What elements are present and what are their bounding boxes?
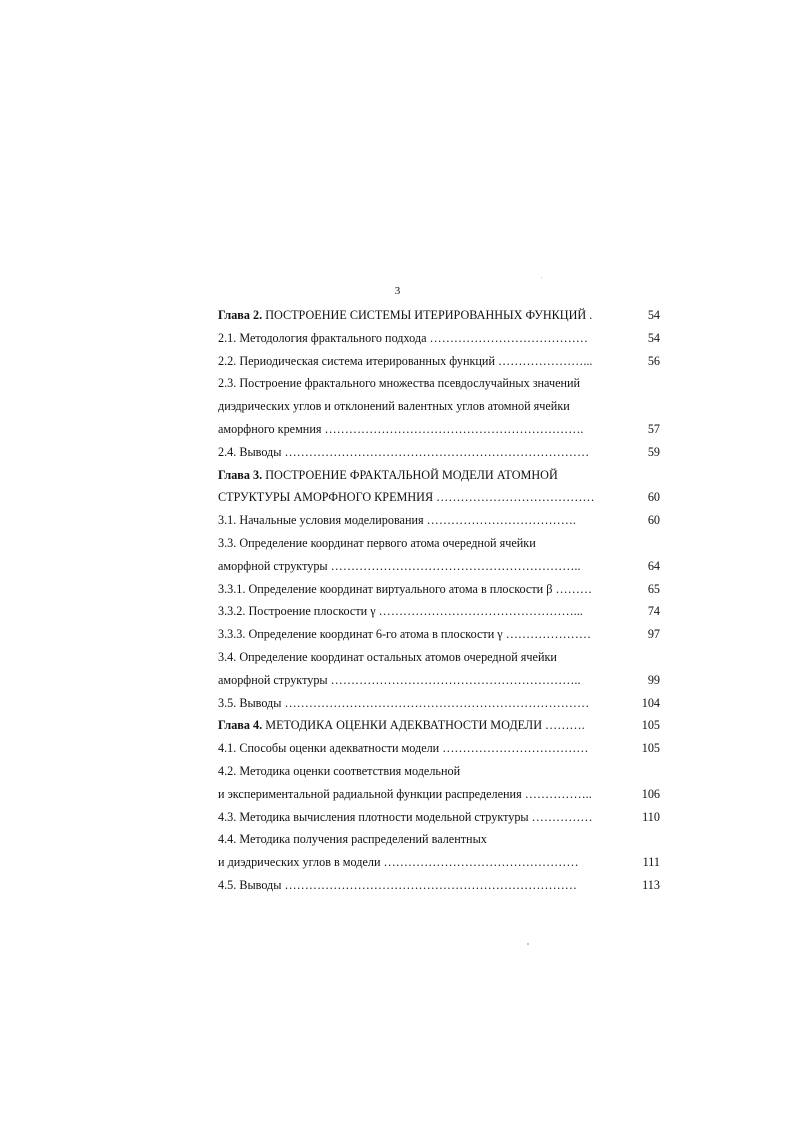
toc-entry-text: [218, 372, 580, 395]
toc-entry-title: 4.2. Методика оценки соответствия модельной: [218, 763, 461, 778]
toc-entry-title: аморфной структуры ……………………………………………………..: [218, 558, 581, 573]
toc-entry-title: 4.5. Выводы ………………………………………………………………: [218, 877, 577, 892]
toc-entry-title: 3.3. Определение координат первого атома очередной ячейки: [218, 535, 536, 550]
toc-entry-title: 3.4. Определение координат остальных атомов очередной ячейки: [218, 649, 557, 664]
toc-page-number: 57: [647, 421, 660, 436]
toc-page-number: 110: [642, 809, 660, 824]
toc-line: [218, 828, 663, 851]
toc-entry-text: [218, 327, 588, 350]
scan-speck: [541, 277, 542, 278]
toc-entry-text: [218, 600, 583, 623]
toc-entry-text: [218, 714, 585, 737]
toc-entry-text: [218, 486, 595, 509]
toc-entry-title: 4.1. Способы оценки адекватности модели ………………………………: [218, 741, 589, 756]
toc-line: [218, 669, 663, 692]
toc-entry-title: 2.2. Периодическая система итерированных функций …………………...: [218, 353, 593, 368]
toc-line: [218, 372, 663, 395]
toc-line: [218, 395, 663, 418]
toc-page-number: 105: [641, 718, 660, 733]
toc-line: [218, 578, 663, 601]
toc-entry-title: МЕТОДИКА ОЦЕНКИ АДЕКВАТНОСТИ МОДЕЛИ ……….: [262, 718, 585, 733]
toc-entry-title: 4.4. Методика получения распределений валентных: [218, 832, 487, 847]
toc-entry-title: аморфного кремния ……………………………………………………….: [218, 421, 584, 436]
toc-entry-text: [218, 692, 589, 715]
toc-entry-text: [218, 828, 487, 851]
toc-page-number: 111: [642, 855, 660, 870]
toc-page-number: 65: [647, 581, 660, 596]
toc-entry-text: [218, 646, 557, 669]
toc-line: [218, 555, 663, 578]
toc-entry-text: [218, 441, 589, 464]
toc-entry-text: [218, 851, 579, 874]
toc-entry-title: 3.1. Начальные условия моделирования ……………………………….: [218, 513, 576, 528]
toc-line: [218, 646, 663, 669]
toc-line: [218, 532, 663, 555]
toc-entry-title: 2.1. Методология фрактального подхода …………………………………: [218, 330, 588, 345]
toc-entry-text: [218, 464, 558, 487]
toc-entry-text: [218, 509, 576, 532]
toc-page-number: 97: [647, 627, 660, 642]
toc-entry-title: 3.5. Выводы …………………………………………………………………: [218, 695, 590, 710]
toc-entry-title: аморфной структуры ……………………………………………………..: [218, 672, 581, 687]
toc-entry-text: [218, 806, 593, 829]
toc-entry-text: [218, 760, 460, 783]
chapter-label: Глава 3.: [218, 467, 263, 482]
toc-entry-text: [218, 395, 570, 418]
chapter-label: Глава 2.: [218, 308, 263, 322]
toc-entry-title: 3.3.3. Определение координат 6-го атома в плоскости γ …………………: [218, 627, 592, 642]
toc-entry-title: 3.3.2. Построение плоскости γ …………………………………………...: [218, 604, 583, 619]
toc-page-number: 99: [647, 672, 660, 687]
toc-line: [218, 509, 663, 532]
toc-line: [218, 851, 663, 874]
toc-page-number: 113: [642, 877, 660, 892]
toc-line: [218, 600, 663, 623]
toc-entry-title: ПОСТРОЕНИЕ СИСТЕМЫ ИТЕРИРОВАННЫХ ФУНКЦИЙ .: [262, 308, 593, 322]
toc-entry-title: 2.4. Выводы …………………………………………………………………: [218, 444, 590, 459]
toc-entry-text: [218, 578, 592, 601]
toc-chapter-line: [218, 464, 663, 487]
toc-page-number: 56: [647, 353, 660, 368]
toc-entry-text: [218, 669, 581, 692]
toc-page-number: 60: [647, 490, 660, 505]
toc-page-number: 59: [647, 444, 660, 459]
toc-entry-title: 4.3. Методика вычисления плотности модельной структуры ……………: [218, 809, 593, 824]
toc-line: [218, 486, 663, 509]
toc-line: [218, 783, 663, 806]
toc-chapter-line: [218, 714, 663, 737]
toc-entry-text: [218, 350, 592, 373]
toc-entry-text: [218, 874, 577, 897]
toc-entry-text: [218, 623, 591, 646]
toc-entry-text: [218, 532, 536, 555]
toc-page-number: 54: [647, 308, 660, 322]
toc-page-number: 104: [641, 695, 660, 710]
toc-entry-title: диэдрических углов и отклонений валентных углов атомной ячейки: [218, 399, 570, 414]
toc-line: [218, 327, 663, 350]
toc-entry-text: [218, 737, 589, 760]
toc-line: [218, 441, 663, 464]
toc-chapter-line: [218, 304, 663, 327]
toc-page-number: 74: [647, 604, 660, 619]
toc-entry-title: и экспериментальной радиальной функции распределения ……………..: [218, 786, 592, 801]
scan-speck: [527, 943, 529, 945]
toc-entry-text: [218, 304, 592, 327]
toc-entry-title: 2.3. Построение фрактального множества псевдослучайных значений: [218, 376, 581, 391]
toc-page-number: 64: [647, 558, 660, 573]
toc-entry-title: СТРУКТУРЫ АМОРФНОГО КРЕМНИЯ …………………………………: [218, 490, 595, 505]
toc-entry-text: [218, 555, 581, 578]
toc-line: [218, 806, 663, 829]
toc-line: [218, 874, 663, 897]
chapter-label: Глава 4.: [218, 718, 263, 733]
toc-line: [218, 692, 663, 715]
toc-page-number: 54: [647, 330, 660, 345]
toc-line: [218, 350, 663, 373]
toc-entry-title: и диэдрических углов в модели …………………………………………: [218, 855, 579, 870]
toc-page-number: 106: [641, 786, 660, 801]
toc-line: [218, 418, 663, 441]
toc-page-number: 105: [641, 741, 660, 756]
toc-entry-text: [218, 783, 592, 806]
toc-line: [218, 760, 663, 783]
toc-entry-title: 3.3.1. Определение координат виртуального атома в плоскости β ………: [218, 581, 593, 596]
page-number: 3: [394, 285, 401, 297]
table-of-contents: [218, 304, 663, 897]
toc-entry-title: ПОСТРОЕНИЕ ФРАКТАЛЬНОЙ МОДЕЛИ АТОМНОЙ: [262, 467, 558, 482]
toc-entry-text: [218, 418, 583, 441]
toc-line: [218, 737, 663, 760]
toc-page-number: 60: [647, 513, 660, 528]
toc-line: [218, 623, 663, 646]
